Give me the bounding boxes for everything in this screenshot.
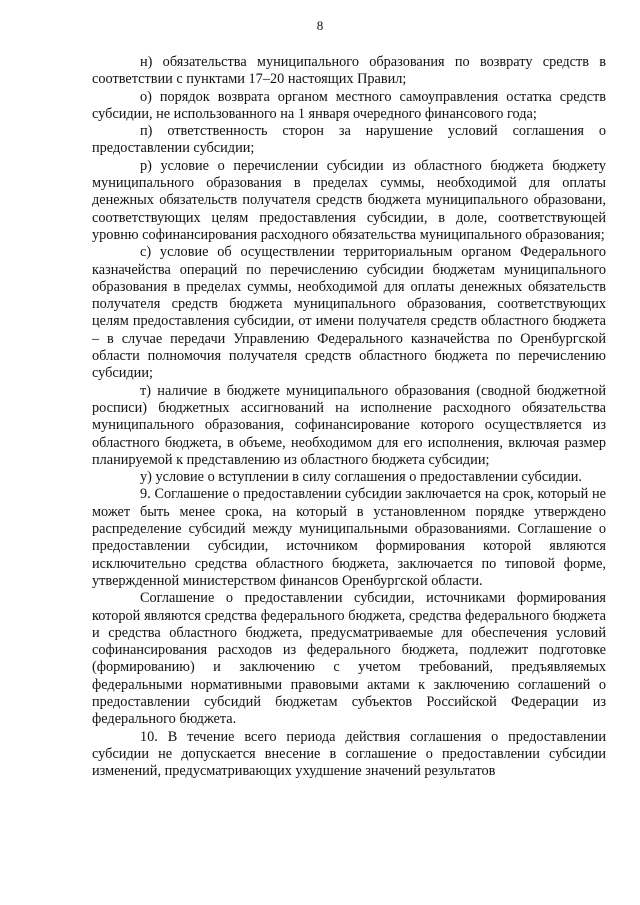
- clause-n: н) обязательства муниципального образования по возврату средств в соответствии с пунктами 17–20 настоящих Правил;: [92, 54, 606, 88]
- document-body: [92, 54, 606, 780]
- clause-u: у) условие о вступлении в силу соглашения о предоставлении субсидии.: [140, 469, 582, 486]
- clause-t: т) наличие в бюджете муниципального образования (сводной бюджетной росписи) бюджетных ассигнований на исполнение расходного обязательства муниципального образования, софинансирование которого осуществляется из областного бюджета, в объеме, необходимом для его исполнения, включая размер планируемой к представлению из областного бюджета субсидии;: [92, 382, 606, 468]
- page-number: 8: [316, 18, 324, 33]
- section-10: 10. В течение всего периода действия соглашения о предоставлении субсидии не допускается внесение в соглашение о предоставлении субсидии изменений, предусматривающих ухудшение значений результатов: [92, 728, 606, 780]
- clause-o: о) порядок возврата органом местного самоуправления остатка средств субсидии, не использованного на 1 января очередного финансового года;: [92, 88, 606, 122]
- clause-s: с) условие об осуществлении территориальным органом Федерального казначейства операций по перечислению субсидии бюджетам муниципального образования в пределах суммы, необходимой для оплаты денежных обязательств получателя средств бюджета муниципального образования, соответствующих целям предоставления субсидии, от имени получателя средств областного бюджета – в случае передачи Управлению Федерального казначейства по Оренбургской области полномочия получателя средств областного бюджета по перечислению субсидии;: [92, 244, 606, 382]
- clause-r: р) условие о перечислении субсидии из областного бюджета бюджету муниципального образования в пределах суммы, необходимой для оплаты денежных обязательств получателя средств бюджета муниципального образовани, соответствующих целям предоставления субсидии, в доле, соответствующей уровню софинансирования расходного обязательства муниципального образования;: [92, 157, 606, 243]
- clause-p: п) ответственность сторон за нарушение условий соглашения о предоставлении субсидии;: [92, 123, 606, 157]
- section-9: 9. Соглашение о предоставлении субсидии заключается на срок, который не может быть менее срока, на который в установленном порядке утверждено распределение субсидий между муниципальными образованиями. Соглашение о предоставлении субсидии, источником формирования которой являются исключительно средства областного бюджета, заключается по типовой форме, утвержденной министерством финансов Оренбургской области.: [92, 486, 606, 589]
- section-9-continued: Соглашение о предоставлении субсидии, источниками формирования которой являются средства федерального бюджета, средства федерального бюджета и средства областного бюджета, предусматриваемые для обеспечения условий софинансирования расходов из федерального бюджета, подлежит подготовке (формированию) и заключению с учетом требований, предъявляемых федеральными нормативными правовыми актами к заключению соглашений о предоставлении субсидий бюджетам субъектов Российской Федерации из федерального бюджета.: [92, 590, 606, 728]
